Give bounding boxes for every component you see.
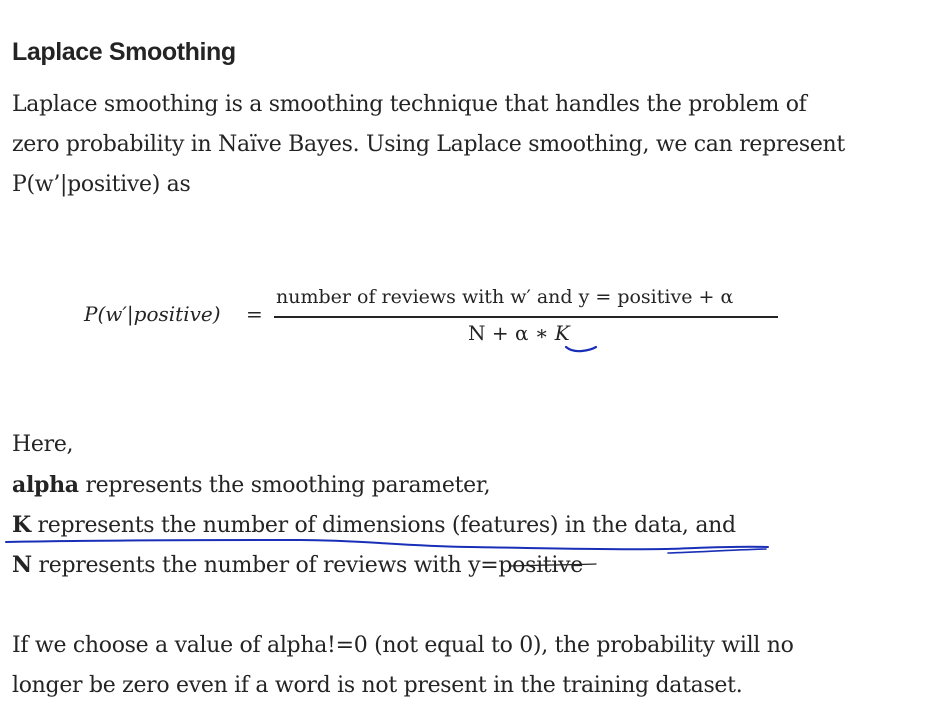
formula-lhs: P(w′|positive) <box>84 302 221 326</box>
intro-line-3: P(w’|positive) as <box>12 172 191 197</box>
n-text: represents the number of reviews with y=positive <box>31 553 583 578</box>
definitions-block <box>12 425 736 585</box>
outro-line-1: If we choose a value of alpha!=0 (not equal to 0), the probability will no <box>12 633 794 658</box>
k-definition <box>12 505 736 545</box>
formula-numerator: number of reviews with w′ and y = positive + α <box>276 286 734 308</box>
k-text: represents the number of dimensions (features) in the data, and <box>30 513 736 538</box>
k-term: K <box>12 512 31 538</box>
section-heading: Laplace Smoothing <box>12 38 236 66</box>
outro-paragraph <box>12 626 912 706</box>
intro-line-2: zero probability in Naïve Bayes. Using Laplace smoothing, we can represent <box>12 132 845 157</box>
formula-equals: = <box>246 302 263 326</box>
denominator-k: K <box>554 321 570 345</box>
denominator-prefix: N + α ∗ <box>468 321 555 345</box>
n-definition <box>12 545 736 585</box>
alpha-text: represents the smoothing parameter, <box>78 473 491 498</box>
alpha-term: alpha <box>12 472 79 498</box>
here-line: Here, <box>12 432 74 457</box>
n-term: N <box>12 552 32 578</box>
formula-denominator <box>468 321 570 345</box>
intro-paragraph <box>12 85 912 205</box>
laplace-formula <box>0 270 939 380</box>
fraction-bar <box>274 316 778 318</box>
intro-line-1: Laplace smoothing is a smoothing technique that handles the problem of <box>12 92 807 117</box>
outro-line-2: longer be zero even if a word is not present in the training dataset. <box>12 673 743 698</box>
alpha-definition <box>12 465 736 505</box>
